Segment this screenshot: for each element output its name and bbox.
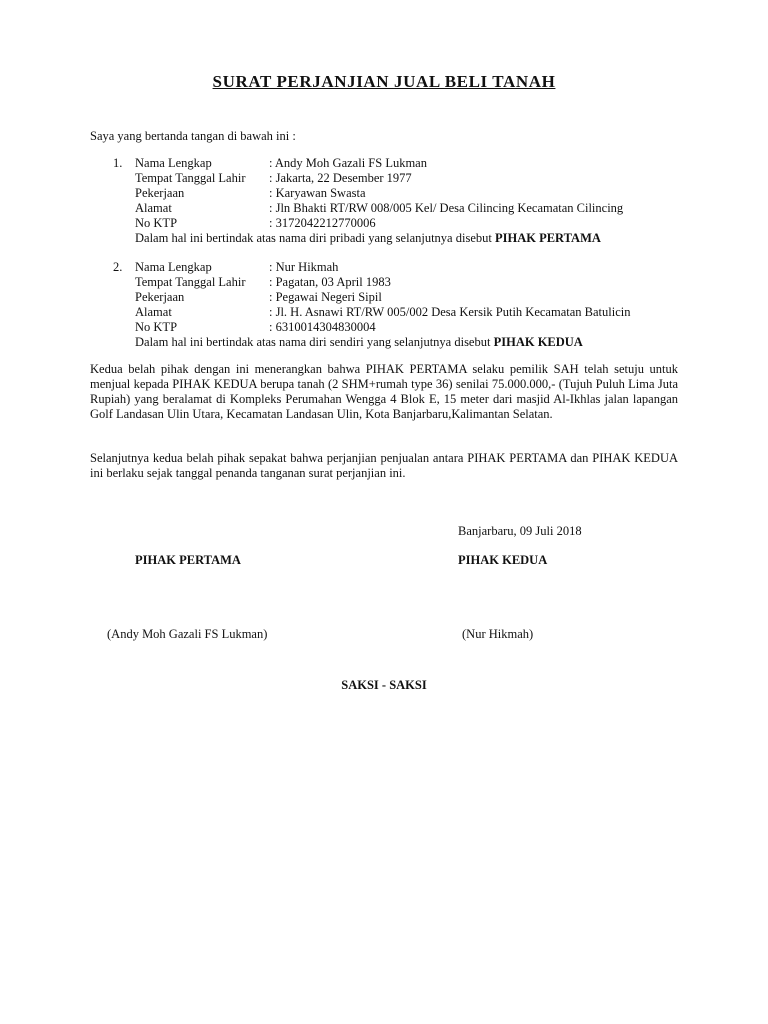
signature-name-second: (Nur Hikmah) [462, 627, 534, 641]
party1-row-ttl [113, 171, 693, 186]
party2-note-text: Dalam hal ini bertindak atas nama diri sendiri yang selanjutnya disebut [135, 335, 491, 349]
party1-ktp: : 3172042212770006 [269, 216, 376, 230]
label-nama: Nama Lengkap [135, 260, 212, 274]
signature-label-second: PIHAK KEDUA [458, 553, 548, 567]
party2-pekerjaan: : Pegawai Negeri Sipil [269, 290, 382, 304]
party1-row-pekerjaan [113, 186, 693, 201]
party2-row-alamat [113, 305, 693, 320]
party1-number: 1. [113, 156, 123, 170]
party1-row-alamat [113, 201, 693, 216]
witnesses-heading: SAKSI - SAKSI [341, 678, 427, 692]
label-ttl: Tempat Tanggal Lahir [135, 275, 246, 289]
signature-label-first: PIHAK PERTAMA [135, 553, 241, 567]
party1-pekerjaan: : Karyawan Swasta [269, 186, 366, 200]
validity-paragraph: Selanjutnya kedua belah pihak sepakat bahwa perjanjian penjualan antara PIHAK PERTAMA dan PIHAK KEDUA ini berlaku sejak tanggal penanda tanganan surat perjanjian ini. [90, 451, 678, 480]
party2-role: PIHAK KEDUA [493, 335, 583, 349]
intro-text: Saya yang bertanda tangan di bawah ini : [90, 129, 296, 143]
party1-nama: : Andy Moh Gazali FS Lukman [269, 156, 427, 170]
label-ktp: No KTP [135, 216, 178, 230]
party-second-block [113, 260, 693, 350]
party1-note [113, 231, 693, 246]
label-ttl: Tempat Tanggal Lahir [135, 171, 246, 185]
label-alamat: Alamat [135, 305, 172, 319]
label-nama: Nama Lengkap [135, 156, 212, 170]
party2-ttl: : Pagatan, 03 April 1983 [269, 275, 391, 289]
party2-row-ttl [113, 275, 693, 290]
party1-ttl: : Jakarta, 22 Desember 1977 [269, 171, 412, 185]
party1-alamat: : Jln Bhakti RT/RW 008/005 Kel/ Desa Cilincing Kecamatan Cilincing [269, 201, 624, 215]
party2-nama: : Nur Hikmah [269, 260, 339, 274]
party2-alamat: : Jl. H. Asnawi RT/RW 005/002 Desa Kersik Putih Kecamatan Batulicin [269, 305, 631, 319]
party2-row-pekerjaan [113, 290, 693, 305]
party1-note-text: Dalam hal ini bertindak atas nama diri pribadi yang selanjutnya disebut [135, 231, 492, 245]
party2-number: 2. [113, 260, 123, 274]
party2-row-nama [113, 260, 693, 275]
party-first-block [113, 156, 693, 246]
party1-row-ktp [113, 216, 693, 231]
label-pekerjaan: Pekerjaan [135, 186, 185, 200]
label-pekerjaan: Pekerjaan [135, 290, 185, 304]
party2-ktp: : 6310014304830004 [269, 320, 376, 334]
label-alamat: Alamat [135, 201, 172, 215]
party2-row-ktp [113, 320, 693, 335]
party2-note [113, 335, 693, 350]
party1-role: PIHAK PERTAMA [494, 231, 601, 245]
signature-name-first: (Andy Moh Gazali FS Lukman) [107, 627, 268, 641]
party1-row-nama [113, 156, 693, 171]
document-title: SURAT PERJANJIAN JUAL BELI TANAH [212, 72, 556, 91]
place-date: Banjarbaru, 09 Juli 2018 [458, 524, 582, 538]
label-ktp: No KTP [135, 320, 178, 334]
agreement-paragraph: Kedua belah pihak dengan ini menerangkan bahwa PIHAK PERTAMA selaku pemilik SAH telah setuju untuk menjual kepada PIHAK KEDUA berupa tanah (2 SHM+rumah type 36) senilai 75.000.000,- (Tujuh Puluh Lima Juta Rupiah) yang beralamat di Kompleks Perumahan Wengga 4 Blok E, 15 meter dari masjid Al-Ikhlas jalan lapangan Golf Landasan Ulin Utara, Kecamatan Landasan Ulin, Kota Banjarbaru,Kalimantan Selatan. [90, 362, 678, 421]
